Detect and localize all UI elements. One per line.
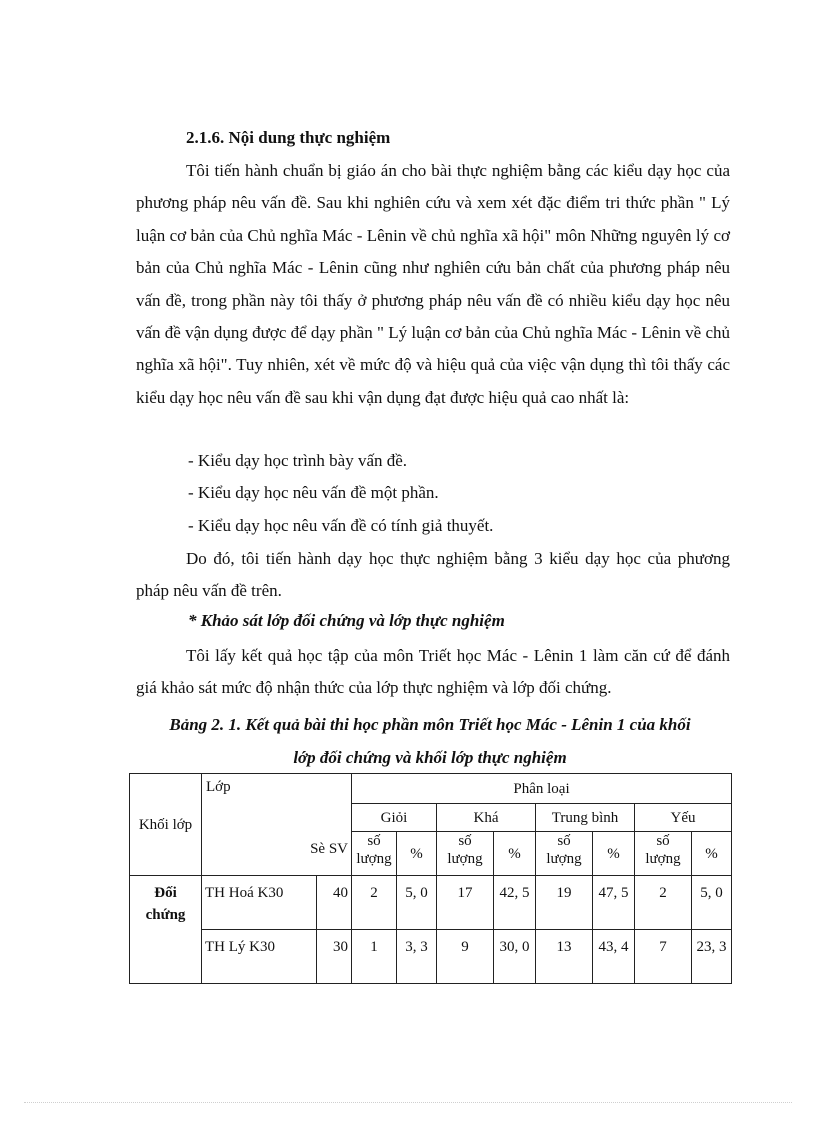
method-paragraph: Tôi lấy kết quả học tập của môn Triết học Mác - Lênin 1 làm căn cứ để đánh giá khảo sát mức độ nhận thức của lớp thực nghiệm và lớp đối chứng. xyxy=(136,646,730,698)
intro-paragraph: Tôi tiến hành chuẩn bị giáo án cho bài thực nghiệm bằng các kiểu dạy học của phương pháp nêu vấn đề. Sau khi nghiên cứu và xem xét đặc điểm tri thức phần " Lý luận cơ bản của Chủ nghĩa Mác - Lênin về chủ nghĩa xã hội" môn Những nguyên lý cơ bản của Chủ nghĩa Mác - Lênin cũng như nghiên cứu bản chất của phương pháp nêu vấn đề, trong phần này tôi thấy ở phương pháp nêu vấn đề có nhiều kiểu dạy học nêu vấn đề vận dụng được để dạy phần " Lý luận cơ bản của Chủ nghĩa Mác - Lênin về chủ nghĩa xã hội". Tuy nhiên, xét về mức độ và hiệu quả của việc vận dụng thì tôi thấy các kiểu dạy học nêu vấn đề sau khi vận dụng đạt được hiệu quả cao nhất là: xyxy=(136,161,731,407)
survey-subheading: * Khảo sát lớp đối chứng và lớp thực nghiệm xyxy=(188,611,505,630)
conclusion-paragraph: Do đó, tôi tiến hành dạy học thực nghiệm bằng 3 kiểu dạy học của phương pháp nêu vấn đề trên. xyxy=(136,549,730,601)
table-row xyxy=(130,876,732,930)
header-lop-sosv xyxy=(202,774,352,876)
cell-value: 30, 0 xyxy=(494,930,536,984)
section-heading: 2.1.6. Nội dung thực nghiệm xyxy=(186,128,391,147)
subheader-count: số lượng xyxy=(635,832,692,876)
page-footer-divider xyxy=(24,1102,792,1103)
header-phan-loai: Phân loại xyxy=(352,774,732,804)
cell-lop: TH Lý K30 xyxy=(202,930,317,984)
cell-so-sv: 30 xyxy=(317,930,352,984)
cell-value: 3, 3 xyxy=(397,930,437,984)
header-category: Giỏi xyxy=(352,804,437,832)
cell-value: 47, 5 xyxy=(593,876,635,930)
table-caption-line: Bảng 2. 1. Kết quả bài thi học phần môn Triết học Mác - Lênin 1 của khối xyxy=(169,715,691,734)
header-so-sv: Sè SV xyxy=(310,841,348,857)
cell-value: 5, 0 xyxy=(397,876,437,930)
table-row xyxy=(130,930,732,984)
group-label: Đối chứng xyxy=(130,876,202,984)
table-caption-line: lớp đối chứng và khối lớp thực nghiệm xyxy=(293,748,567,767)
subheader-percent: % xyxy=(692,832,732,876)
cell-so-sv: 40 xyxy=(317,876,352,930)
cell-value: 2 xyxy=(635,876,692,930)
cell-value: 1 xyxy=(352,930,397,984)
cell-value: 42, 5 xyxy=(494,876,536,930)
subheader-count: số lượng xyxy=(536,832,593,876)
cell-value: 2 xyxy=(352,876,397,930)
subheader-percent: % xyxy=(494,832,536,876)
subheader-count: số lượng xyxy=(437,832,494,876)
cell-value: 19 xyxy=(536,876,593,930)
subheader-percent: % xyxy=(397,832,437,876)
table-caption xyxy=(110,708,750,774)
list-item: - Kiểu dạy học trình bày vấn đề. xyxy=(188,451,408,470)
cell-value: 9 xyxy=(437,930,494,984)
header-category: Trung bình xyxy=(536,804,635,832)
subheader-count: số lượng xyxy=(352,832,397,876)
cell-value: 17 xyxy=(437,876,494,930)
cell-value: 5, 0 xyxy=(692,876,732,930)
header-lop: Lớp xyxy=(206,779,231,795)
subheader-percent: % xyxy=(593,832,635,876)
cell-value: 13 xyxy=(536,930,593,984)
cell-value: 43, 4 xyxy=(593,930,635,984)
header-category: Khá xyxy=(437,804,536,832)
results-table xyxy=(129,773,732,984)
cell-lop: TH Hoá K30 xyxy=(202,876,317,930)
cell-value: 7 xyxy=(635,930,692,984)
list-item: - Kiểu dạy học nêu vấn đề có tính giả thuyết. xyxy=(188,516,494,535)
header-khoi-lop: Khối lớp xyxy=(130,774,202,876)
cell-value: 23, 3 xyxy=(692,930,732,984)
list-item: - Kiểu dạy học nêu vấn đề một phần. xyxy=(188,483,439,502)
header-category: Yếu xyxy=(635,804,732,832)
